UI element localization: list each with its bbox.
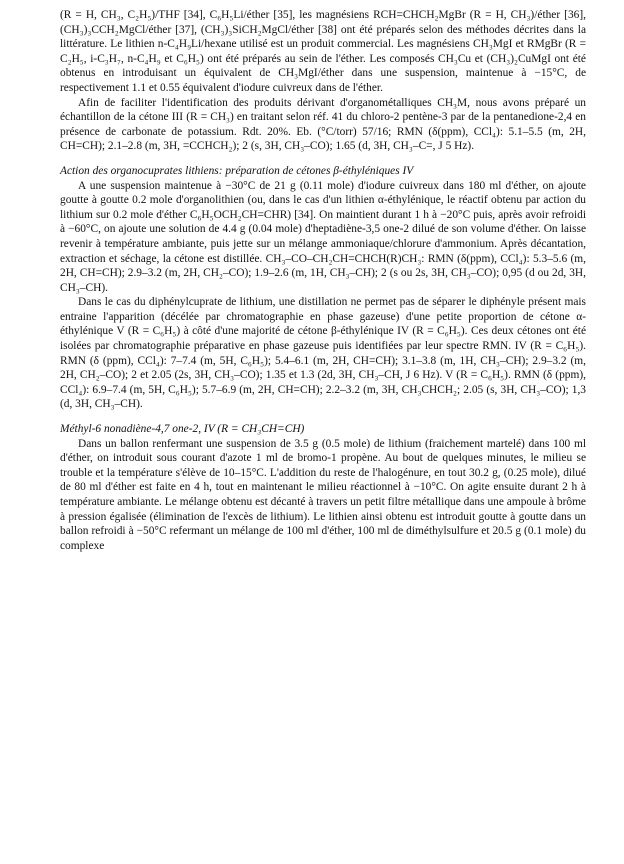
document-page xyxy=(60,8,586,553)
paragraph-cuprate-procedure: A une suspension maintenue à −30°C de 21 g (0.11 mole) d'iodure cuivreux dans 180 ml d'éther, on ajoute goutte à goutte 0.2 mole d'organolithien (ou, dans le cas d'un lithien α-éthylénique, le réactif obtenu par action du lithium sur 0.2 mole d'éther C₆H₅OCH₂CH=CHR) [34]. On maintient durant 1 h à −20°C puis, après avoir refroidi à −60°C, on ajoute une solution de 4.4 g (0.04 mole) d'heptadiène-3,5 one-2 dilué de son volume d'éther. On laisse revenir à température ambiante, puis jette sur un mélange ammoniaque/chlorure d'ammonium. Après décantation, extraction et séchage, la cétone est distillée. CH₃–CO–CH₂CH=CHCH(R)CH₃: RMN (δ(ppm), CCl₄): 5.3–5.6 (m, 2H, CH=CH); 2.9–3.2 (m, 2H, CH₂–CO); 1.9–2.6 (m, 1H, CH₃–CH); 2 (s ou 2s, 3H, CH₃–CO); 0,95 (d ou 2d, 3H, CH₃–CH). xyxy=(60,179,586,294)
spacer xyxy=(60,412,586,422)
paragraph-lithium-procedure: Dans un ballon renfermant une suspension de 3.5 g (0.5 mole) de lithium (fraichement martelé) dans 100 ml d'éther, on introduit sous courant d'azote 1 ml de bromo-1 propène. Au bout de quelques minutes, le milieu se trouble et la température s'élève de 10–15°C. L'addition du reste de l'halogénure, en tout 30.2 g, (0.25 mole), dilué de 80 ml d'éther est faite en 4 h, tout en maintenant le milieu réactionnel à −10°C. On agite ensuite durant 2 h à température ambiante. Le mélange obtenu est décanté à travers un petit filtre métallique dans une ampoule à brôme à pression égalisée (élimination de l'excès de lithium). Le lithien ainsi obtenu est introduit goutte à goutte dans un ballon refroidi à −50°C refermant un mélange de 100 ml d'éther, 100 ml de diméthylsulfure et 20.5 g (0.1 mole) du complexe xyxy=(60,437,586,552)
section-heading-methyl-nonadienone: Méthyl-6 nonadiène-4,7 one-2, IV (R = CH₃CH=CH) xyxy=(60,423,305,436)
section-heading-organocuprates: Action des organocuprates lithiens: préparation de cétones β-éthyléniques IV xyxy=(60,164,414,177)
paragraph-reagents-preparation: (R = H, CH₃, C₂H₅)/THF [34], C₆H₅Li/éther [35], les magnésiens RCH=CHCH₂MgBr (R = H, CH₃)/éther [36], (CH₃)₃CCH₂MgCl/éther [37], (CH₃)₃SiCH₂MgCl/éther [38] ont été préparés selon des méthodes décrites dans la littérature. Le lithien n-C₄H₉Li/hexane utilisé est un produit commercial. Les magnésiens CH₃MgI et RMgBr (R = C₂H₅, i-C₃H₇, n-C₄H₉ et C₆H₅) ont été préparés au sein de l'éther. Les composés CH₃Cu et (CH₃)₂CuMgI ont été obtenus en introduisant un équivalent de CH₃MgI/éther dans une suspension, maintenue à −15°C, de respectivement 1.1 et 0.55 équivalent d'iodure cuivreux dans de l'éther. xyxy=(60,9,586,94)
paragraph-reference-ketone: Afin de faciliter l'identification des produits dérivant d'organométalliques CH₃M, nous avons préparé un échantillon de la cétone III (R = CH₃) en traitant selon réf. 41 du chloro-2 pentène-3 par de la pentanedione-2,4 en présence de carbonate de potassium. Rdt. 20%. Eb. (°C/torr) 57/16; RMN (δ(ppm), CCl₄): 5.1–5.5 (m, 2H, CH=CH); 2.1–2.8 (m, 3H, =CCHCH₂); 2 (s, 3H, CH₃–CO); 1.65 (d, 3H, CH₃–C=, J 5 Hz). xyxy=(60,96,586,153)
paragraph-diphenylcuprate: Dans le cas du diphénylcuprate de lithium, une distillation ne permet pas de séparer le diphényle présent mais entraine l'apparition (décélée par chromatographie en phase gazeuse) d'une petite proportion de cétone α-éthylénique V (R = C₆H₅) à côté d'une majorité de cétone β-éthylénique IV (R = C₆H₅). Ces deux cétones ont été isolées par chromatographie préparative en phase gazeuse puis identifiées par leur spectre RMN. IV (R = C₆H₅). RMN (δ (ppm), CCl₄): 7–7.4 (m, 5H, C₆H₅); 5.4–6.1 (m, 2H, CH=CH); 3.1–3.8 (m, 1H, CH₃–CH); 2.9–3.2 (m, 2H, CH₂–CO); 2 et 2.05 (2s, 3H, CH₃–CO); 1.35 et 1.3 (2d, 3H, CH₃–CH, J 6 Hz). V (R = C₆H₅). RMN (δ (ppm), CCl₄): 6.9–7.4 (m, 5H, C₆H₅); 5.7–6.9 (m, 2H, CH=CH); 2.2–3.2 (m, 3H, CH₃CHCH₂; 2.05 (s, 3H, CH₃–CO); 1,3 (d, 3H, CH₃–CH). xyxy=(60,296,586,411)
spacer xyxy=(60,154,586,164)
